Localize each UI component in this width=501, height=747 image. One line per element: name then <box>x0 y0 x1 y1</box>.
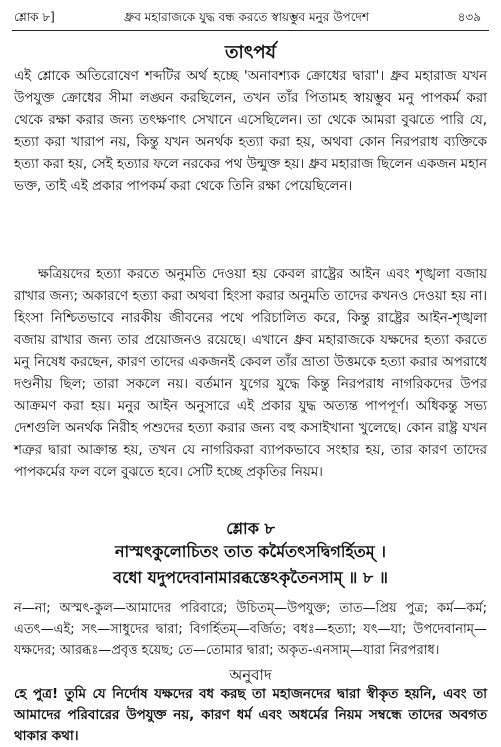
page-number: ৪৩৯ <box>457 10 481 24</box>
purport-paragraph-1: এই শ্লোকে অতিরোষেণ শব্দটির অর্থ হচ্ছে 'অনাবশ্যক ক্রোধের দ্বারা'। ধ্রুব মহারাজ যখন উপযুক্ত ক্রোধের সীমা লঙ্ঘন করছিলেন, তখন তাঁর পিতামহ স্বায়ম্ভুব মনু পাপকর্ম করা থেকে রক্ষা করার জন্য তৎক্ষণাৎ সেখানে এসেছিলেন। তা থেকে আমরা বুঝতে পারি যে, হত্যা করা খারাপ নয়, কিন্তু যখন অনর্থক হত্যা করা হয়, অথবা কোন নিরপরাধ ব্যক্তিকে হত্যা করা হয়, সেই হত্যার ফলে নরকের পথ উন্মুক্ত হয়। ধ্রুব মহারাজ ছিলেন একজন মহান ভক্ত, তাই এই প্রকার পাপকর্ম করা থেকে তিনি রক্ষা পেয়েছিলেন। <box>14 69 487 194</box>
verse-reference: শ্লোক ৮] <box>14 10 55 24</box>
header-rule <box>12 30 489 31</box>
verse-line-2: বধো যদুপদেবানামারব্ধস্তেঽকৃতৈনসাম্ ॥ ৮ ॥ <box>113 568 388 587</box>
word-for-word-synonyms: ন—না; অস্মৎ-কুল—আমাদের পরিবারে; উচিতম্—উপযুক্ত; তাত—প্রিয় পুত্র; কর্ম—কর্ম; এতৎ—এই; সৎ—সাধুদের দ্বারা; বিগর্হিতম্—বর্জিত; বধঃ—হত্যা; যৎ—যা; উপদেবানাম্—যক্ষদের; আরব্ধঃ—প্রবৃত্ত হয়েছ; তে—তোমার দ্বারা; অকৃত-এনসাম্—যারা নিরপরাধ। <box>14 601 487 658</box>
translation-text: হে পুত্র! তুমি যে নির্দোষ যক্ষদের বধ করছ তা মহাজনদের দ্বারা স্বীকৃত হয়নি, এবং তা আমাদের পরিবারের উপযুক্ত নয়, কারণ ধর্ম এবং অধর্মের নিয়ম সম্বন্ধে তাদের অবগত থাকার কথা। <box>14 687 487 744</box>
chapter-title: ধ্রুব মহারাজকে যুদ্ধ বন্ধ করতে স্বায়ম্ভুব মনুর উপদেশ <box>124 10 369 24</box>
purport-paragraph-2: ক্ষত্রিয়দের হত্যা করতে অনুমতি দেওয়া হয় কেবল রাষ্ট্রের আইন এবং শৃঙ্খলা বজায় রাখার জন্য; অকারণে হত্যা করা অথবা হিংসা করার অনুমতি তাদের কখনও দেওয়া হয় না। হিংসা নিশ্চিতভাবে নারকীয় জীবনের পথে পরিচালিত করে, কিন্তু রাষ্ট্রের আইন-শৃঙ্খলা বজায় রাখার জন্য তার প্রয়োজনও রয়েছে। এখানে ধ্রুব মহারাজকে যক্ষদের হত্যা করতে মনু নিষেধ করছেন, কারণ তাদের একজনই কেবল তাঁর ভ্রাতা উত্তমকে হত্যা করার অপরাধে দণ্ডনীয় ছিল; তারা সকলে নয়। বর্তমান যুগের যুদ্ধে কিন্তু নিরপরাধ নাগরিকদের উপর আক্রমণ করা হয়। মনুর আইন অনুসারে এই প্রকার যুদ্ধ অত্যন্ত পাপপূর্ণ। অধিকন্তু সভ্য দেশগুলি অনর্থক নিরীহ পশুদের হত্যা করার জন্য বহু কসাইখানা খুলেছে। কোন রাষ্ট্র যখন শত্রুর দ্বারা আক্রান্ত হয়, তখন যে নাগরিকরা ব্যাপকভাবে সংহার হয়, তার কারণ তাদের পাপকর্মের ফল বলে বুঝতে হবে। সেটি হচ্ছে প্রকৃতির নিয়ম। <box>14 267 487 480</box>
verse-line-1: নাস্মৎকুলোচিতং তাত কর্মৈতৎসদ্বিগর্হিতম্ । <box>115 542 386 561</box>
purport-heading: তাৎপর্য <box>225 42 276 63</box>
translation-heading: অনুবাদ <box>229 666 272 684</box>
verse-heading: শ্লোক ৮ <box>226 519 275 538</box>
running-header <box>14 6 487 28</box>
